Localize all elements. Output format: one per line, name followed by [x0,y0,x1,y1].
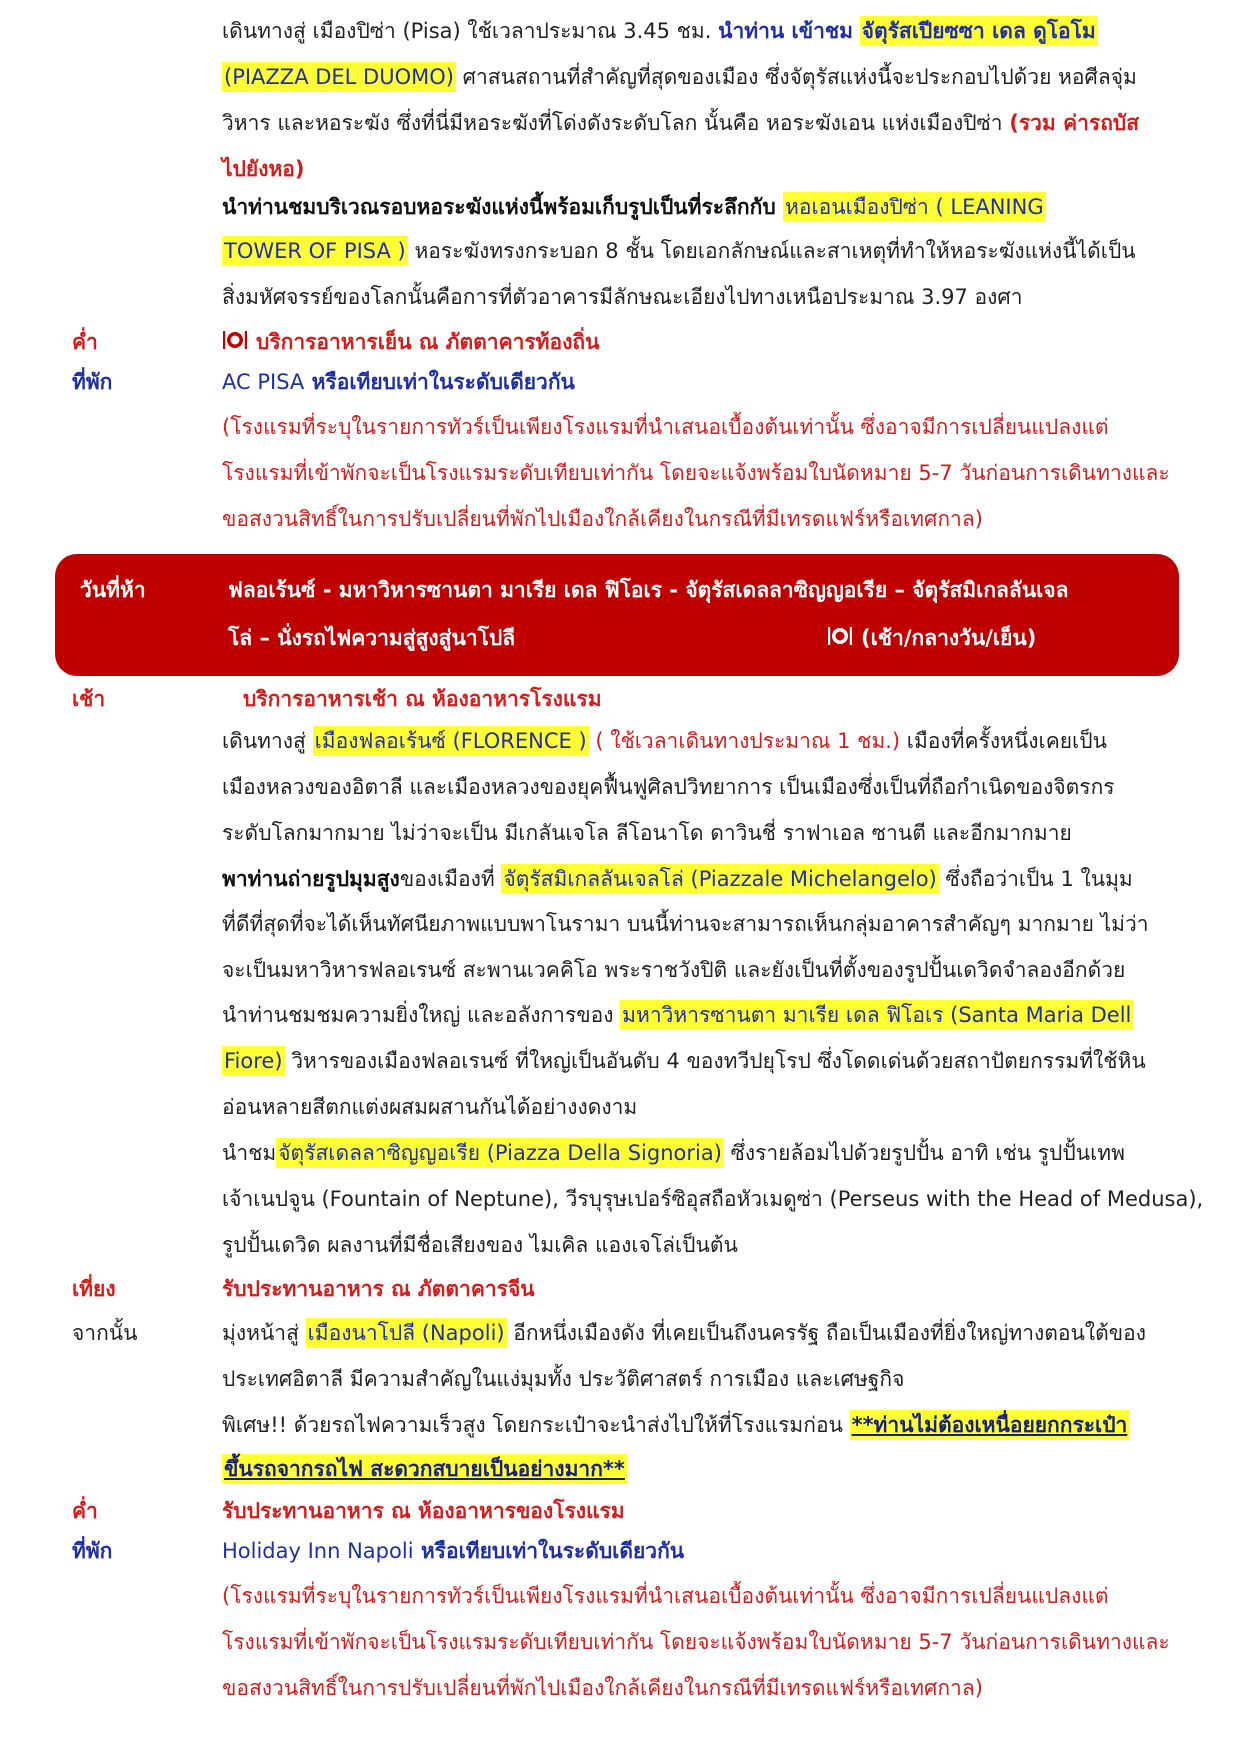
hotel-note: โรงแรมที่เข้าพักจะเป็นโรงแรมระดับเทียบเท่ากัน โดยจะแจ้งพร้อมใบนัดหมาย 5-7 วันก่อนการเดินทางและ [222,461,1170,485]
text: นำท่านชมชมความยิ่งใหญ่ และอลังการของ [222,1003,621,1027]
signoria-highlight: จัตุรัสเดลลาซิญญอเรีย (Piazza Della Signoria) [276,1138,724,1168]
florence-line-6 [0,947,1241,993]
text: ศาสนสถานที่สำคัญที่สุดของเมือง ซึ่งจัตุรัสแห่งนี้จะประกอบไปด้วย หอศีลจุ่ม [455,65,1137,89]
text: นำท่านชมบริเวณรอบหอระฆังแห่งนี้พร้อมเก็บรูปเป็นที่ระลึกกับ [222,195,783,219]
florence-line-1 [0,718,1241,764]
piazza-duomo-en-highlight: (PIAZZA DEL DUOMO) [222,62,456,92]
lunch-label: เที่ยง [72,1277,116,1301]
luggage-note-highlight-end: ขึ้นรถจากรถไฟ สะดวกสบายเป็นอย่างมาก** [222,1454,627,1484]
breakfast-row [0,676,1241,722]
hotel2-note-line-1 [0,1573,1241,1619]
bus-fee-note: (รวม ค่ารถบัส [1009,111,1140,135]
text: ซึ่งรายล้อมไปด้วยรูปปั้น อาทิ เช่น รูปปั้นเทพ [723,1141,1125,1165]
hotel-equivalent: หรือเทียบเท่าในระดับเดียวกัน [304,370,575,394]
text: นำชม [222,1141,277,1165]
text: ซึ่งถือว่าเป็น 1 ในมุม [938,867,1133,891]
text: เจ้าเนปจูน (Fountain of Neptune), วีรบุรุษเปอร์ซิอุสถือหัวเมดูซ่า (Perseus with the Head of Medusa), [222,1187,1204,1211]
florence-line-8 [0,1038,1241,1084]
text: เดินทางสู่ เมืองปิซ่า (Pisa) ใช้เวลาประมาณ 3.45 ชม. [222,19,719,43]
hotel-label: ที่พัก [72,1539,113,1563]
florence-line-4 [0,856,1241,902]
hotel-name: Holiday Inn Napoli [222,1539,414,1563]
text: หอระฆังทรงกระบอก 8 ชั้น โดยเอกลักษณ์และสาเหตุที่ทำให้หอระฆังแห่งนี้ได้เป็น [407,239,1136,263]
naples-line-4 [0,1446,1241,1492]
pisa-line-1 [0,8,1241,54]
hotel2-note-line-2 [0,1619,1241,1665]
santa-maria-en-highlight: Fiore) [222,1046,285,1076]
text: ของเมืองที่ [399,867,502,891]
text: วิหารของเมืองฟลอเรนซ์ ที่ใหญ่เป็นอันดับ 4 ของทวีปยุโรป ซึ่งโดดเด่นด้วยสถาปัตยกรรมที่ใช้หิน [284,1049,1146,1073]
lunch-row [0,1266,1241,1312]
florence-line-10 [0,1130,1241,1176]
meals-text: (เช้า/กลางวัน/เย็น) [861,626,1037,650]
text: พิเศษ!! ด้วยรถไฟความเร็วสูง โดยกระเป๋าจะนำส่งไปให้ที่โรงแรมก่อน [222,1413,850,1437]
dinner-text: รับประทานอาหาร ณ ห้องอาหารของโรงแรม [222,1499,625,1523]
text: สิ่งมหัศจรรย์ของโลกนั้นคือการที่ตัวอาคารมีลักษณะเอียงไปทางเหนือประมาณ 3.97 องศา [222,285,1023,309]
florence-line-3 [0,810,1241,856]
breakfast-label: เช้า [72,687,106,711]
travel-time: ( ใช้เวลาเดินทางประมาณ 1 ชม.) [588,729,901,753]
florence-line-7 [0,992,1241,1038]
day-meals [827,616,1036,660]
dinner-text: บริการอาหารเย็น ณ ภัตตาคารท้องถิ่น [256,330,600,354]
text: วิหาร และหอระฆัง ซึ่งที่นี่มีหอระฆังที่โด่งดังระดับโลก นั้นคือ หอระฆังเอน แห่งเมืองปิซ่า [222,111,1010,135]
leaning-tower-highlight: หอเอนเมืองปิซ่า ( LEANING [783,192,1046,222]
dinner-plate-icon [222,328,248,352]
hotel-note-line-1 [0,404,1241,450]
text: รูปปั้นเดวิด ผลงานที่มีชื่อเสียงของ ไมเคิล แองเจโล่เป็นต้น [222,1233,738,1257]
text: ที่ดีที่สุดที่จะได้เห็นทัศนียภาพแบบพาโนรามา บนนี้ท่านจะสามารถเห็นกลุ่มอาคารสำคัญๆ มากมาย ไม่ว่า [222,912,1149,936]
florence-line-12 [0,1222,1241,1268]
florence-highlight: เมืองฟลอเร้นซ์ (FLORENCE ) [313,726,589,756]
santa-maria-highlight: มหาวิหารซานตา มาเรีย เดล ฟิโอเร (Santa Maria Dell [620,1000,1133,1030]
hotel-equivalent: หรือเทียบเท่าในระดับเดียวกัน [413,1539,685,1563]
hotel-note: ขอสงวนสิทธิ์ในการปรับเปลี่ยนที่พักไปเมืองใกล้เคียงในกรณีที่มีเทรดแฟร์หรือเทศกาล) [222,1676,983,1700]
hotel-note: โรงแรมที่เข้าพักจะเป็นโรงแรมระดับเทียบเท่ากัน โดยจะแจ้งพร้อมใบนัดหมาย 5-7 วันก่อนการเดินทางและ [222,1630,1170,1654]
bus-fee-note-end: ไปยังหอ) [222,157,305,181]
hotel-note: (โรงแรมที่ระบุในรายการทัวร์เป็นเพียงโรงแรมที่นำเสนอเบื้องต้นเท่านั้น ซึ่งอาจมีการเปลี่ยนแปลงแต่ [222,1584,1109,1608]
pisa-line-5 [0,184,1241,230]
text: ประเทศอิตาลี มีความสำคัญในแง่มุมทั้ง ประวัติศาสตร์ การเมือง และเศษฐกิจ [222,1367,905,1391]
day-route-line-2: โล่ – นั่งรถไฟความสู่สูงสู่นาโปลี [228,626,516,650]
dinner-label: ค่ำ [72,1499,98,1523]
hotel-note-line-2 [0,450,1241,496]
then-label: จากนั้น [72,1321,138,1345]
naples-line-3 [0,1402,1241,1448]
pisa-line-3 [0,100,1241,146]
michelangelo-highlight: จัตุรัสมิเกลลันเจลโล่ (Piazzale Michelangelo) [501,864,938,894]
hotel-note-line-3 [0,496,1241,542]
leaning-tower-en-highlight: TOWER OF PISA ) [222,236,408,266]
pisa-line-2 [0,54,1241,100]
napoli-highlight: เมืองนาโปลี (Napoli) [306,1318,507,1348]
day-label: วันที่ห้า [80,578,146,602]
florence-line-2 [0,764,1241,810]
hotel-row-2 [0,1528,1241,1574]
hotel-name: AC PISA [222,370,305,394]
breakfast-text: บริการอาหารเช้า ณ ห้องอาหารโรงแรม [243,687,602,711]
hotel-row [0,359,1241,405]
piazza-duomo-highlight: จัตุรัสเปียซซา เดล ดูโอโม [860,16,1098,46]
florence-line-11 [0,1176,1241,1222]
text: มุ่งหน้าสู่ [222,1321,306,1345]
text: เดินทางสู่ [222,729,313,753]
hotel-note: (โรงแรมที่ระบุในรายการทัวร์เป็นเพียงโรงแรมที่นำเสนอเบื้องต้นเท่านั้น ซึ่งอาจมีการเปลี่ยนแปลงแต่ [222,415,1109,439]
dinner-plate-icon [827,624,853,648]
text: เมืองหลวงของอิตาลี และเมืองหลวงของยุคฟื้นฟูศิลปวิทยาการ เป็นเมืองซึ่งเป็นที่ถือกำเนิดของจิตรกร [222,775,1115,799]
visit-text: นำท่าน เข้าชม [718,19,853,43]
naples-line-2 [0,1356,1241,1402]
lunch-text: รับประทานอาหาร ณ ภัตตาคารจีน [222,1277,535,1301]
text: อีกหนึ่งเมืองดัง ที่เคยเป็นถึงนครรัฐ ถือเป็นเมืองที่ยิ่งใหญ่ทางตอนใต้ของ [506,1321,1147,1345]
pisa-line-6 [0,228,1241,274]
florence-line-5 [0,901,1241,947]
text: ระดับโลกมากมาย ไม่ว่าจะเป็น มีเกลันเจโล ลีโอนาโด ดาวินชี่ ราฟาเอล ซานตี และอีกมากมาย [222,821,1072,845]
pisa-line-7 [0,274,1241,320]
day-five-banner [55,554,1179,676]
luggage-note-highlight: **ท่านไม่ต้องเหนื่อยยกกระเป๋า [850,1410,1130,1440]
hotel-note: ขอสงวนสิทธิ์ในการปรับเปลี่ยนที่พักไปเมืองใกล้เคียงในกรณีที่มีเทรดแฟร์หรือเทศกาล) [222,507,983,531]
text: จะเป็นมหาวิหารฟลอเรนซ์ สะพานเวคคิโอ พระราชวังปิติ และยังเป็นที่ตั้งของรูปปั้นเดวิดจำลองอีกด้วย [222,958,1126,982]
naples-line-1 [0,1310,1241,1356]
hotel-label: ที่พัก [72,370,113,394]
dinner-label: ค่ำ [72,330,98,354]
text: เมืองที่ครั้งหนึ่งเคยเป็น [900,729,1107,753]
text: พาท่านถ่ายรูปมุมสูง [222,867,400,891]
text: อ่อนหลายสีตกแต่งผสมผสานกันได้อย่างงดงาม [222,1095,638,1119]
day-route-line-1: ฟลอเร้นซ์ - มหาวิหารซานตา มาเรีย เดล ฟิโอเร - จัตุรัสเดลลาซิญญอเรีย – จัตุรัสมิเกลลันเจล [228,578,1069,602]
hotel2-note-line-3 [0,1665,1241,1711]
florence-line-9 [0,1084,1241,1130]
